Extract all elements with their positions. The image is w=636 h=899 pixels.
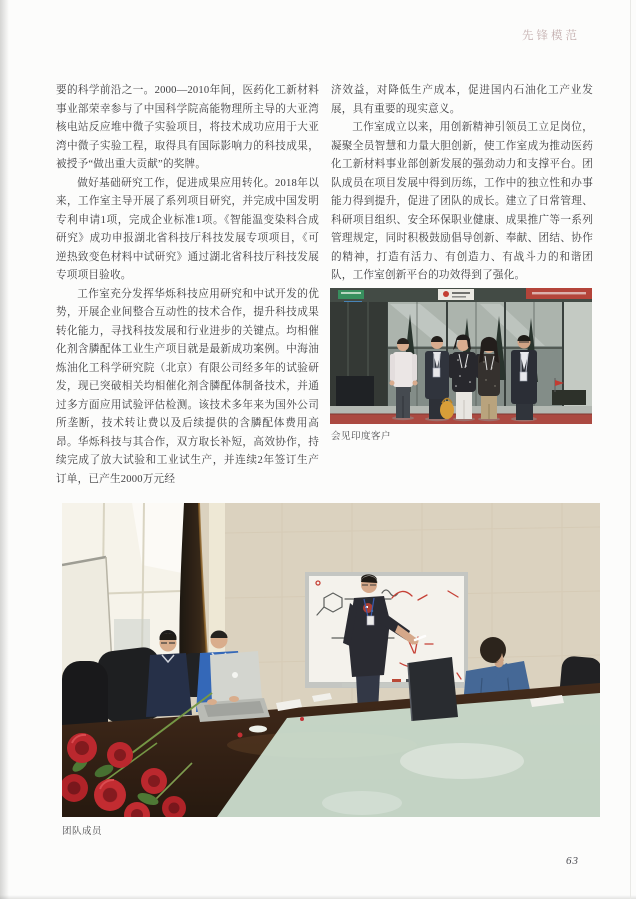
scan-shadow-left xyxy=(0,0,9,899)
scan-shadow-bottom xyxy=(0,895,636,899)
body-paragraph: 济效益，对降低生产成本，促进国内石油化工产业发展，具有重要的现实意义。 xyxy=(331,85,593,115)
clients-photo xyxy=(330,288,592,424)
body-paragraph: 工作室成立以来，用创新精神引领员工立足岗位，凝聚全员智慧和力量大胆创新，使工作室成为推动医药化工新材料事业部创新发展的强劲动力和支撑平台。团队成员在项目发展中得到历练，工作中的独立性和办事能力得到提升，促进了团队的成长。建立了日常管理、科研项目组织、安全环保职业健康、成果推广等一系列管理规定，同时积极鼓励倡导创新、奉献、团结、协作的精神，打造有活力、有创造力、有战斗力的和谐团队，工作室创新平台的功效得到了强化。 xyxy=(331,122,593,281)
section-header: 先锋模范 xyxy=(522,30,580,42)
team-photo xyxy=(62,503,600,817)
body-paragraph: 工作室充分发挥华烁科技应用研究和中试开发的优势，开展企业间整合互动性的技术合作，提升科技成果转化能力，寻找科技发展和行业进步的关键点。均相催化剂含膦配体工业生产项目就是最新成功案例。中海油炼油化工科学研究院（北京）有限公司经多年的试验研发，现已突破相关均相催化剂含膦配体制备技术，并通过多方面应用试验评估检测。该技术多年来为国外公司所垄断，技术转让费以及后续提供的含膦配体费用高昂。华烁科技与其合作，双方取长补短，高效协作，持续完成了放大试验和工业试生产，并连续2年签订生产订单，已产生2000万元经 xyxy=(56,288,319,485)
clients-photo-caption: 会见印度客户 xyxy=(331,431,392,442)
page-number: 63 xyxy=(566,855,579,867)
team-photo-image xyxy=(62,503,600,817)
clients-photo-image xyxy=(330,288,592,424)
body-paragraph: 要的科学前沿之一。2000—2010年间，医药化工新材料事业部荣幸参与了中国科学院高能物理所主导的大亚湾核电站反应堆中微子实验项目，将技术成功应用于大亚湾中微子实验工程，取得具有国际影响力的科技成果，被授予“做出重大贡献”的奖牌。 xyxy=(56,85,319,170)
body-paragraph: 做好基础研究工作，促进成果应用转化。2018年以来，工作室主导开展了系列项目研究，并完成中国发明专利申请1项，完成企业标准1项。《智能温变染料合成研究》成功申报湖北省科技厅科技发展专项项目，《可逆热致变色材料中试研究》通过湖北省科技厅科技发展专项项目验收。 xyxy=(56,177,319,281)
text-column-right xyxy=(331,82,593,286)
scan-line-right xyxy=(630,0,631,899)
text-column-left xyxy=(56,82,319,489)
team-photo-caption: 团队成员 xyxy=(62,826,103,837)
